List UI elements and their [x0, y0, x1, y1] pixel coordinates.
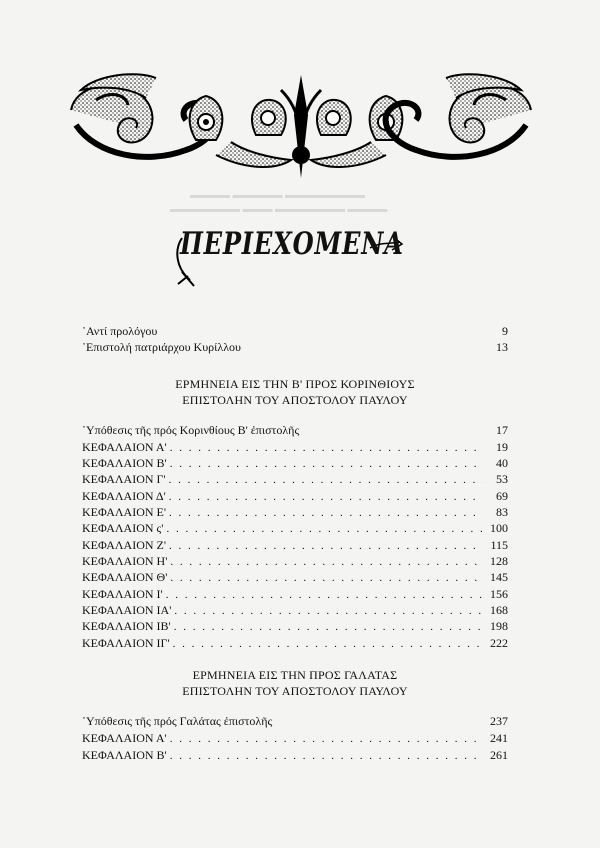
toc-entry-page: 241	[490, 731, 508, 745]
ornamental-header-image	[66, 70, 536, 178]
leader-dots	[169, 538, 483, 554]
toc-entry	[82, 488, 508, 504]
toc-entry-label: ΚΕΦΑΛΑΙΟΝ Ε'	[82, 505, 167, 519]
toc-entry-label: ΚΕΦΑΛΑΙΟΝ ΙΒ'	[82, 619, 171, 633]
toc-entry	[82, 747, 508, 763]
toc-entry	[82, 618, 508, 634]
toc-entry-label: ΚΕΦΑΛΑΙΟΝ Γ'	[82, 472, 166, 486]
toc-entry-label: ΚΕΦΑΛΑΙΟΝ Θ'	[82, 570, 168, 584]
toc-entry-page: 156	[490, 587, 508, 601]
section-heading: ΕΡΜΗΝΕΙΑ ΕΙΣ ΤΗΝ Β' ΠΡΟΣ ΚΟΡΙΝΘΙΟΥΣ	[175, 377, 415, 391]
toc-entry-page: 53	[496, 472, 508, 486]
toc-entry	[82, 339, 508, 355]
leader-dots	[169, 472, 483, 488]
toc-entry-label: ᾿Επιστολή πατριάρχου Κυρίλλου	[82, 340, 241, 354]
toc-entry	[82, 586, 508, 602]
toc-entry-label: ᾿Αντί προλόγου	[82, 324, 158, 338]
leader-dots	[170, 731, 483, 747]
toc-entry-label: ΚΕΦΑΛΑΙΟΝ Β'	[82, 456, 167, 470]
toc-entry-label: ΚΕΦΑΛΑΙΟΝ Η'	[82, 554, 168, 568]
leader-dots	[174, 619, 483, 635]
toc-entry	[82, 504, 508, 520]
toc-entry	[82, 553, 508, 569]
toc-entry-page: 261	[490, 748, 508, 762]
toc-entry-page: 128	[490, 554, 508, 568]
toc-entry-label: ΚΕΦΑΛΑΙΟΝ Ι'	[82, 587, 163, 601]
leader-dots	[170, 554, 483, 570]
page-title: ΠΕΡΙΕΧΟΜΕΝΑ	[180, 226, 404, 262]
toc-entry	[82, 635, 508, 651]
toc-entry	[82, 537, 508, 553]
toc-entry-page: 115	[490, 538, 508, 552]
toc-entry-page: 69	[496, 489, 508, 503]
toc-entry-label: ΚΕΦΑΛΑΙΟΝ Ζ'	[82, 538, 167, 552]
leader-dots	[174, 603, 483, 619]
leader-dots	[169, 505, 483, 521]
toc-entry	[82, 713, 508, 729]
section-heading: ΕΠΙΣΤΟΛΗΝ ΤΟΥ ΑΠΟΣΤΟΛΟΥ ΠΑΥΛΟΥ	[182, 393, 408, 407]
toc-entry-page: 40	[496, 456, 508, 470]
toc-entry-page: 168	[490, 603, 508, 617]
toc-entry-page: 9	[502, 324, 508, 338]
toc-entry	[82, 520, 508, 536]
leader-dots	[169, 489, 483, 505]
toc-entry-label: ΚΕΦΑΛΑΙΟΝ ΙΓ'	[82, 636, 170, 650]
section-heading: ΕΡΜΗΝΕΙΑ ΕΙΣ ΤΗΝ ΠΡΟΣ ΓΑΛΑΤΑΣ	[192, 668, 398, 682]
toc-entry-label: ΚΕΦΑΛΑΙΟΝ Β'	[82, 748, 167, 762]
leader-dots	[166, 521, 483, 537]
toc-entry-page: 237	[490, 714, 508, 728]
toc-entry	[82, 730, 508, 746]
bleed-through-text: ▬▬▬▬▬▬▬ ▬▬▬ ▬▬▬▬▬▬▬ ▬▬▬▬	[170, 204, 388, 215]
toc-entry	[82, 569, 508, 585]
leader-dots	[170, 440, 483, 456]
toc-entry	[82, 422, 508, 438]
section-heading: ΕΠΙΣΤΟΛΗΝ ΤΟΥ ΑΠΟΣΤΟΛΟΥ ΠΑΥΛΟΥ	[182, 684, 408, 698]
toc-entry-label: ΚΕΦΑΛΑΙΟΝ Α'	[82, 731, 167, 745]
toc-entry-page: 198	[490, 619, 508, 633]
toc-entry-page: 100	[490, 521, 508, 535]
toc-entry	[82, 455, 508, 471]
leader-dots	[170, 570, 483, 586]
leader-dots	[166, 587, 483, 603]
toc-entry	[82, 323, 508, 339]
toc-entry-label: ΚΕΦΑΛΑΙΟΝ ΙΑ'	[82, 603, 172, 617]
leader-dots	[173, 636, 483, 652]
toc-entry-page: 17	[496, 423, 508, 437]
toc-entry-label: ΚΕΦΑΛΑΙΟΝ Α'	[82, 440, 167, 454]
toc-entry	[82, 602, 508, 618]
bleed-through-text: ▬▬▬▬ ▬▬▬▬▬ ▬▬▬▬▬▬▬▬	[190, 190, 365, 201]
toc-entry-label: ΚΕΦΑΛΑΙΟΝ Δ'	[82, 489, 166, 503]
toc-entry-label: ῾Υπόθεσις τῆς πρός Γαλάτας ἐπιστολῆς	[82, 714, 273, 728]
toc-entry-page: 19	[496, 440, 508, 454]
toc-entry-label: ΚΕΦΑΛΑΙΟΝ ς'	[82, 521, 164, 535]
toc-entry	[82, 471, 508, 487]
toc-entry-page: 145	[490, 570, 508, 584]
toc-entry-label: ῾Υπόθεσις τῆς πρός Κορινθίους Β' ἐπιστολῆς	[82, 423, 300, 437]
leader-dots	[170, 456, 483, 472]
toc-entry	[82, 439, 508, 455]
toc-entry-page: 13	[496, 340, 508, 354]
toc-entry-page: 83	[496, 505, 508, 519]
leader-dots	[170, 748, 483, 764]
toc-entry-page: 222	[490, 636, 508, 650]
